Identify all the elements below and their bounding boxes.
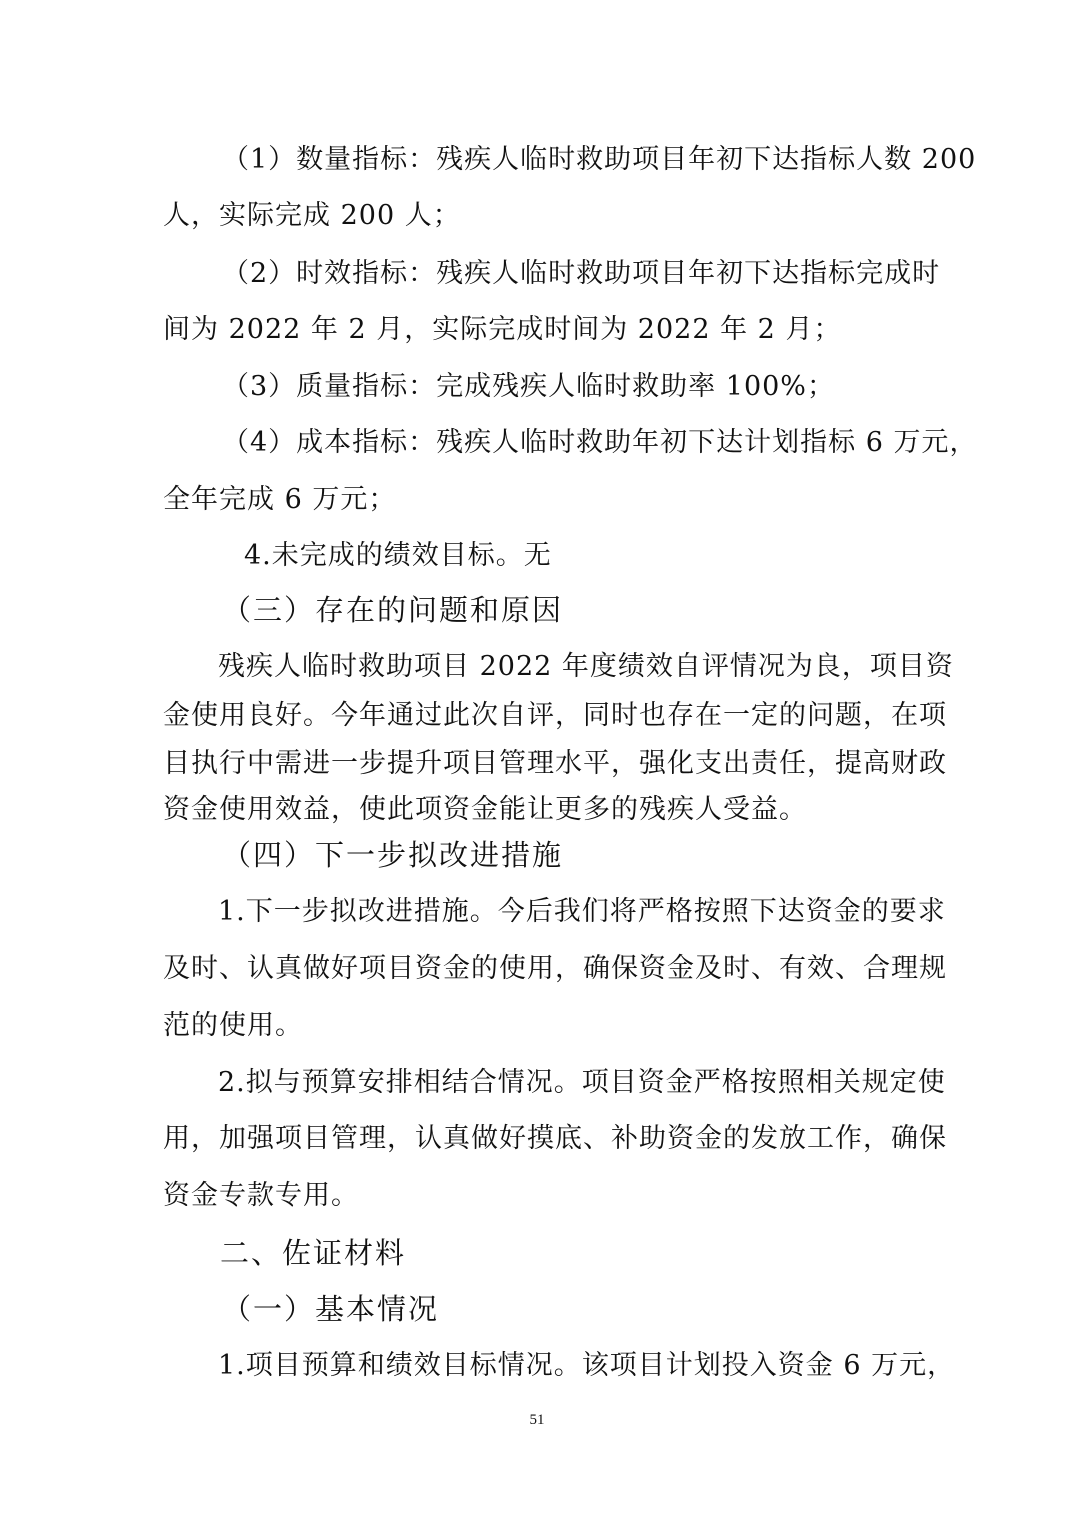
paragraph-line-problems-4: 资金使用效益，使此项资金能让更多的残疾人受益。 bbox=[163, 794, 807, 825]
paragraph-line-problems-1: 残疾人临时救助项目 2022 年度绩效自评情况为良，项目资 bbox=[218, 651, 954, 682]
paragraph-line-quantity-result: 人，实际完成 200 人； bbox=[163, 200, 461, 231]
section-heading-next-steps: （四）下一步拟改进措施 bbox=[222, 838, 564, 872]
paragraph-line-timeliness-indicator: （2）时效指标：残疾人临时救助项目年初下达指标完成时 bbox=[222, 258, 941, 289]
paragraph-line-budget-3: 资金专款专用。 bbox=[163, 1180, 359, 1211]
paragraph-line-timeliness-result: 间为 2022 年 2 月，实际完成时间为 2022 年 2 月； bbox=[163, 314, 842, 345]
paragraph-line-improvement-3: 范的使用。 bbox=[163, 1010, 303, 1041]
paragraph-line-quantity-indicator: （1）数量指标：残疾人临时救助项目年初下达指标人数 200 bbox=[222, 144, 977, 175]
section-heading-problems: （三）存在的问题和原因 bbox=[222, 593, 564, 627]
paragraph-line-improvement-1: 1.下一步拟改进措施。今后我们将严格按照下达资金的要求 bbox=[218, 896, 946, 927]
paragraph-line-budget-2: 用，加强项目管理，认真做好摸底、补助资金的发放工作，确保 bbox=[163, 1123, 947, 1154]
paragraph-line-quality-indicator: （3）质量指标：完成残疾人临时救助率 100%； bbox=[222, 371, 835, 402]
paragraph-line-cost-result: 全年完成 6 万元； bbox=[163, 484, 397, 515]
section-heading-supporting-materials: 二、佐证材料 bbox=[220, 1236, 407, 1270]
paragraph-line-budget-1: 2.拟与预算安排相结合情况。项目资金严格按照相关规定使 bbox=[218, 1067, 946, 1098]
paragraph-line-budget-goals: 1.项目预算和绩效目标情况。该项目计划投入资金 6 万元， bbox=[218, 1350, 956, 1381]
paragraph-line-problems-2: 金使用良好。今年通过此次自评，同时也存在一定的问题，在项 bbox=[163, 700, 947, 731]
page-number: 51 bbox=[529, 1412, 545, 1428]
paragraph-line-unfinished-goals: 4.未完成的绩效目标。无 bbox=[244, 540, 552, 571]
section-heading-basic-situation: （一）基本情况 bbox=[222, 1292, 440, 1326]
paragraph-line-cost-indicator: （4）成本指标：残疾人临时救助年初下达计划指标 6 万元， bbox=[222, 427, 978, 458]
paragraph-line-improvement-2: 及时、认真做好项目资金的使用，确保资金及时、有效、合理规 bbox=[163, 953, 947, 984]
paragraph-line-problems-3: 目执行中需进一步提升项目管理水平，强化支出责任，提高财政 bbox=[163, 748, 947, 779]
